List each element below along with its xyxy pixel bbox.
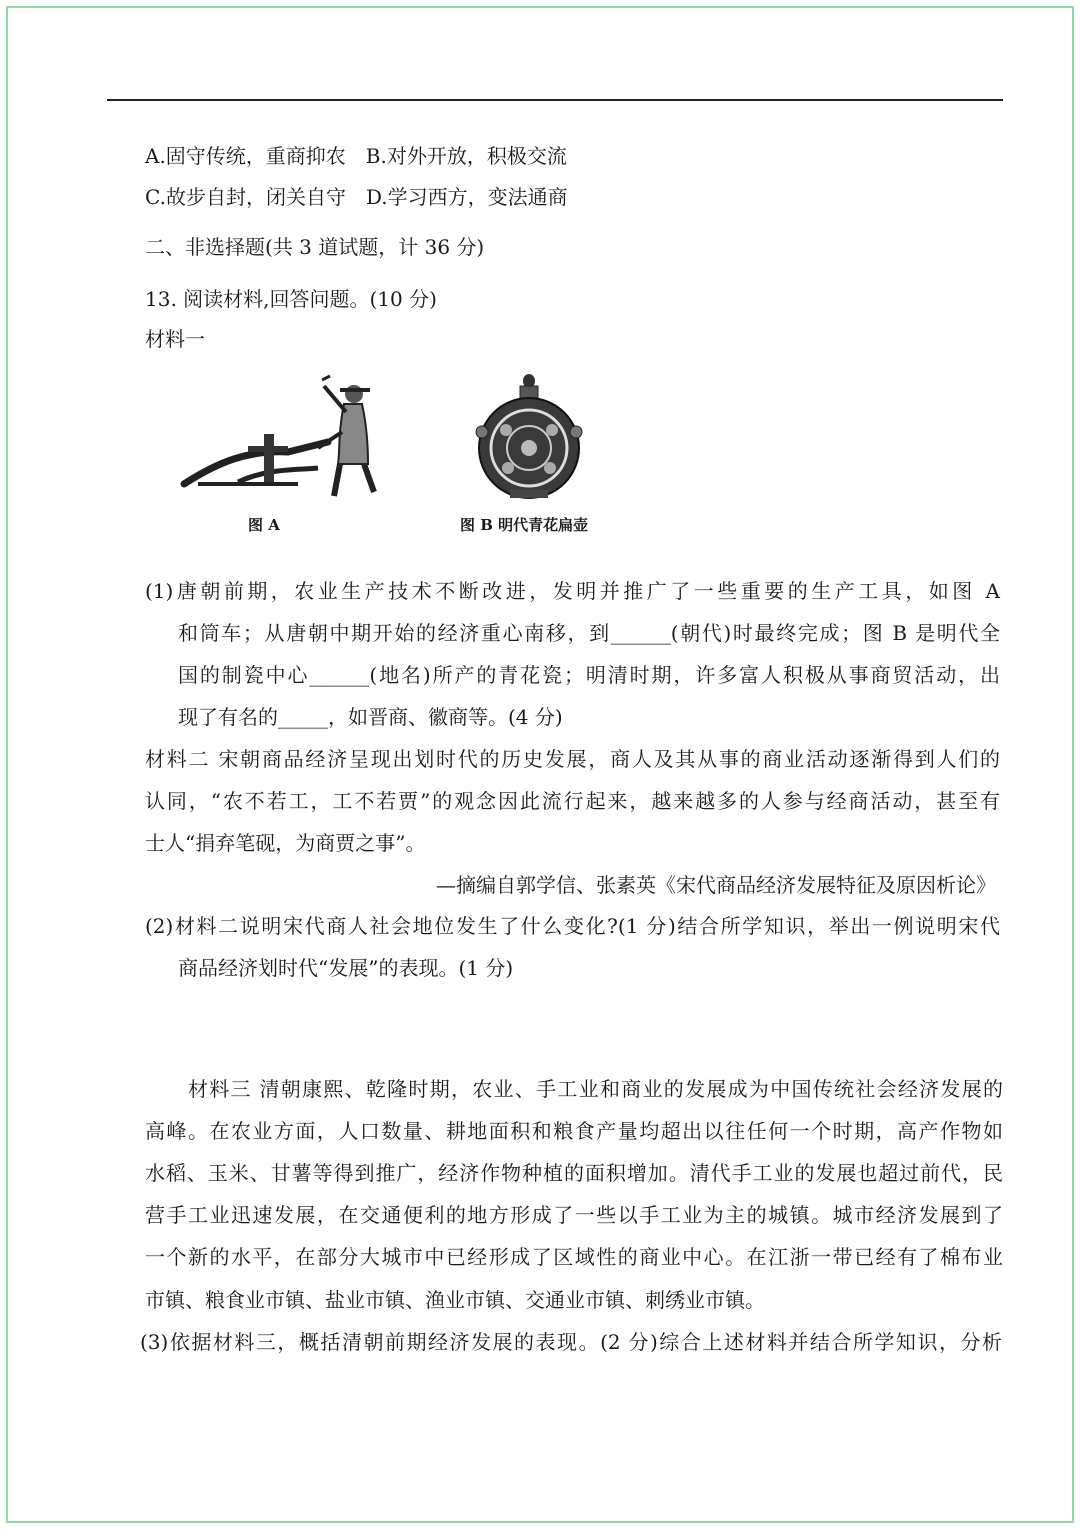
material-3-line-3: 水稻、玉米、甘薯等得到推广，经济作物种植的面积增加。清代手工业的发展也超过前代，民 <box>145 1161 1003 1185</box>
q2-line-2: 商品经济划时代“发展”的表现。(1 分) <box>178 956 514 980</box>
material-2-source: —摘编自郭学信、张素英《宋代商品经济发展特征及原因析论》 <box>436 873 996 897</box>
q1-line-3: 国的制瓷中心______(地名)所产的青花瓷；明清时期，许多富人积极从事商贸活动，出 <box>178 663 1000 687</box>
q1-line-1: (1)唐朝前期，农业生产技术不断改进，发明并推广了一些重要的生产工具，如图 A <box>145 579 1000 603</box>
header-rule <box>107 99 1003 101</box>
question-13-title: 13. 阅读材料,回答问题。(10 分) <box>145 287 437 311</box>
material-2-line-3: 士人“捐弃笔砚，为商贾之事”。 <box>145 831 426 855</box>
material-3-line-1: 材料三 清朝康熙、乾隆时期，农业、手工业和商业的发展成为中国传统社会经济发展的 <box>188 1077 1003 1101</box>
material-2-line-2: 认同，“农不若工，工不若贾”的观念因此流行起来，越来越多的人参与经商活动，甚至有 <box>145 789 1000 813</box>
material-3-line-6: 市镇、粮食业市镇、盐业市镇、渔业市镇、交通业市镇、刺绣业市镇。 <box>145 1288 765 1312</box>
options-line-2: C.故步自封，闭关自守 D.学习西方，变法通商 <box>145 185 568 209</box>
q1-line-4: 现了有名的_____，如晋商、徽商等。(4 分) <box>178 705 563 729</box>
q3-line-1: (3)依据材料三，概括清朝前期经济发展的表现。(2 分)综合上述材料并结合所学知识，分析 <box>140 1330 1002 1354</box>
q2-line-1: (2)材料二说明宋代商人社会地位发生了什么变化?(1 分)结合所学知识，举出一例说明宋代 <box>145 914 1000 938</box>
porcelain-flask-figure <box>474 372 584 502</box>
material-3-line-5: 一个新的水平，在部分大城市中已经形成了区域性的商业中心。在江浙一带已经有了棉布业 <box>145 1245 1003 1269</box>
figure-b-caption: 图 B 明代青花扁壶 <box>460 516 589 534</box>
material-1-label: 材料一 <box>145 327 205 351</box>
plough-figure <box>178 372 388 502</box>
material-2-line-1: 材料二 宋朝商品经济呈现出划时代的历史发展，商人及其从事的商业活动逐渐得到人们的 <box>145 747 1000 771</box>
q1-line-2: 和筒车；从唐朝中期开始的经济重心南移，到______(朝代)时最终完成；图 B 是明代全 <box>178 621 1000 645</box>
material-3-line-4: 营手工业迅速发展，在交通便利的地方形成了一些以手工业为主的城镇。城市经济发展到了 <box>145 1203 1003 1227</box>
options-line-1: A.固守传统，重商抑农 B.对外开放，积极交流 <box>145 144 567 168</box>
material-3-line-2: 高峰。在农业方面，人口数量、耕地面积和粮食产量均超出以往任何一个时期，高产作物如 <box>145 1119 1003 1143</box>
figure-a-caption: 图 A <box>248 516 280 534</box>
section-heading: 二、非选择题(共 3 道试题，计 36 分) <box>145 235 485 259</box>
